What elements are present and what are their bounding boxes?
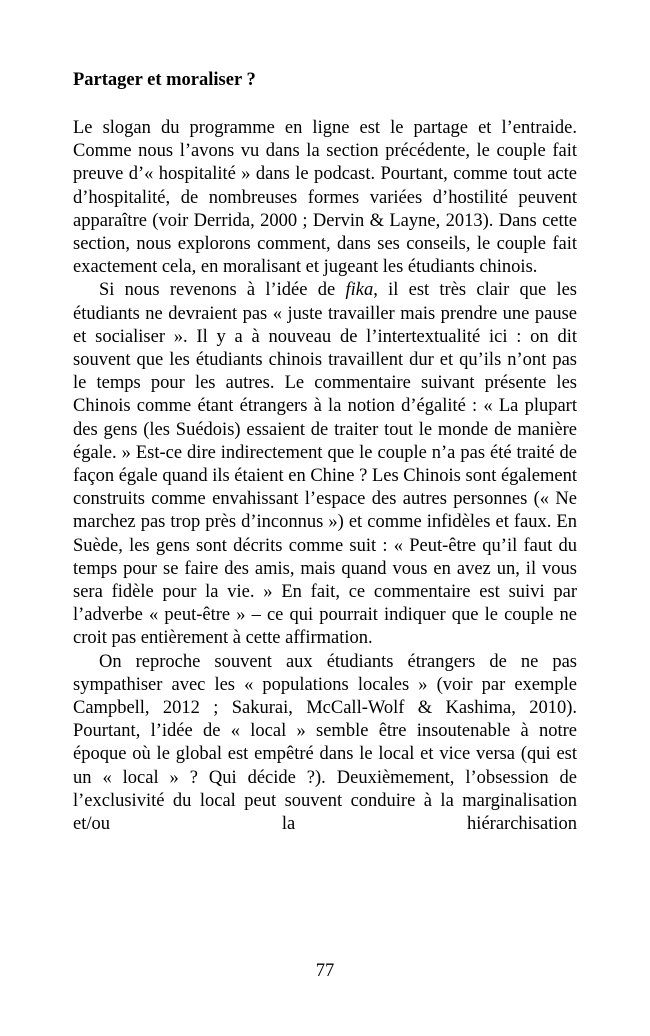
book-page [73,0,577,1036]
section-heading: Partager et moraliser ? [73,70,256,90]
paragraph-2-before: Si nous revenons à l’idée de [99,280,346,301]
page-number: 77 [315,961,335,981]
paragraph-2-italic-term: fika [345,280,374,301]
paragraph-2-after: , il est très clair que les étudiants ne devraient pas « juste travailler mais prendre une pause et socialiser ». Il y a à nouveau de l’intertextualité ici : on dit souvent que les étudiants chinois travaillent dur et qu’ils n’ont pas le temps pour les autres. Le commentaire suivant présente les Chinois comme étant étrangers à la notion d’égalité : « La plupart des gens (les Suédois) essaient de traiter tout le monde de manière égale. » Est-ce dire indirectement que le couple n’a pas été traité de façon égale quand ils étaient en Chine ? Les Chinois sont également construits comme envahissant l’espace des autres personnes (« Ne marchez pas trop près d’inconnus ») et comme infidèles et faux. En Suède, les gens sont décrits comme suit : « Peut-être qu’il faut du temps pour se faire des amis, mais quand vous en avez un, il vous sera fidèle pour la vie. » En fait, ce commentaire est suivi par l’adverbe « peut-être » – ce qui pourrait indiquer que le couple ne croit pas entièrement à cette affirmation. [73,280,577,649]
body-text [73,117,577,836]
paragraph-3: On reproche souvent aux étudiants étrangers de ne pas sympathiser avec les « populations locales » (voir par exemple Campbell, 2012 ; Sakurai, McCall-Wolf & Kashima, 2010). Pourtant, l’idée de « local » semble être insoutenable à notre époque où le global est empêtré dans le local et vice versa (qui est un « local » ? Qui décide ?). Deuxièmement, l’obsession de l’exclusivité du local peut souvent conduire à la marginalisation et/ou la hiérarchisation [73,651,577,835]
paragraph-2 [73,279,577,650]
paragraph-1: Le slogan du programme en ligne est le partage et l’entraide. Comme nous l’avons vu dans la section précédente, le couple fait preuve d’« hospitalité » dans le podcast. Pourtant, comme tout acte d’hospitalité, de nombreuses formes variées d’hostilité peuvent apparaître (voir Derrida, 2000 ; Dervin & Layne, 2013). Dans cette section, nous explorons comment, dans ses conseils, le couple fait exactement cela, en moralisant et jugeant les étudiants chinois. [73,118,577,278]
